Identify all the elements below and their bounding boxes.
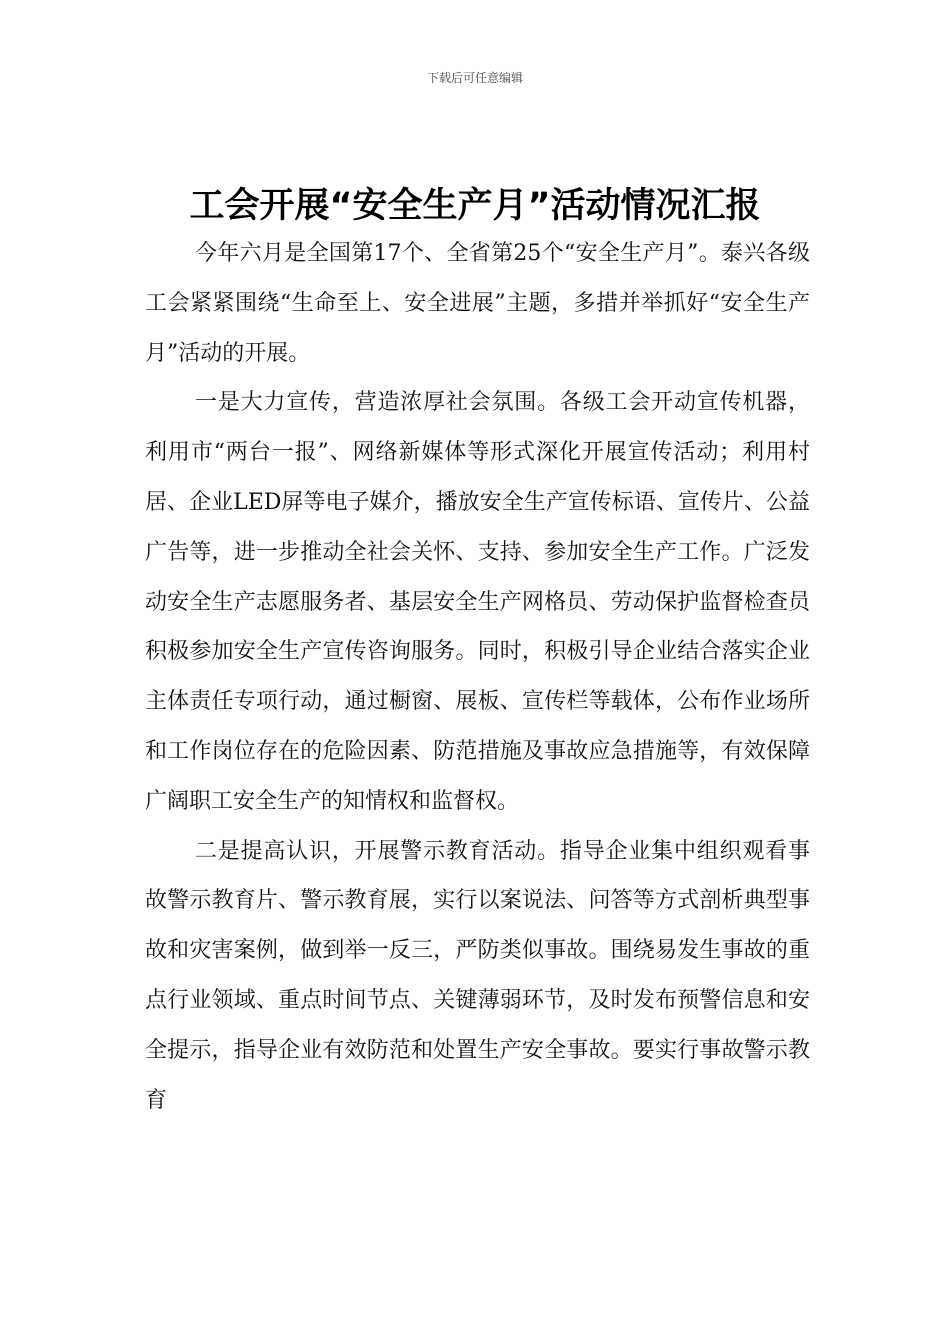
paragraph-publicity: 一是大力宣传，营造浓厚社会氛围。各级工会开动宣传机器，利用市“两台一报”、网络新媒体等形式深化开展宣传活动；利用村居、企业LED屏等电子媒介，播放安全生产宣传标语、宣传片、公益广告等，进一步推动全社会关怀、支持、参加安全生产工作。广泛发动安全生产志愿服务者、基层安全生产网格员、劳动保护监督检查员积极参加安全生产宣传咨询服务。同时，积极引导企业结合落实企业主体责任专项行动，通过橱窗、展板、宣传栏等载体，公布作业场所和工作岗位存在的危险因素、防范措施及事故应急措施等，有效保障广阔职工安全生产的知情权和监督权。 xyxy=(145,390,810,814)
document-body xyxy=(145,229,810,1125)
paragraph-intro: 今年六月是全国第17个、全省第25个“安全生产月”。泰兴各级工会紧紧围绕“生命至上、安全进展”主题，多措并举抓好“安全生产月”活动的开展。 xyxy=(145,241,810,366)
header-note: 下载后可任意编辑 xyxy=(426,71,523,85)
document-title: 工会开展“安全生产月”活动情况汇报 xyxy=(189,186,761,226)
paragraph-warning-education: 二是提高认识，开展警示教育活动。指导企业集中组织观看事故警示教育片、警示教育展，实行以案说法、问答等方式剖析典型事故和灾害案例，做到举一反三，严防类似事故。围绕易发生事故的重点行业领域、重点时间节点、关键薄弱环节，及时发布预警信息和安全提示，指导企业有效防范和处置生产安全事故。要实行事故警示教育 xyxy=(145,838,810,1113)
